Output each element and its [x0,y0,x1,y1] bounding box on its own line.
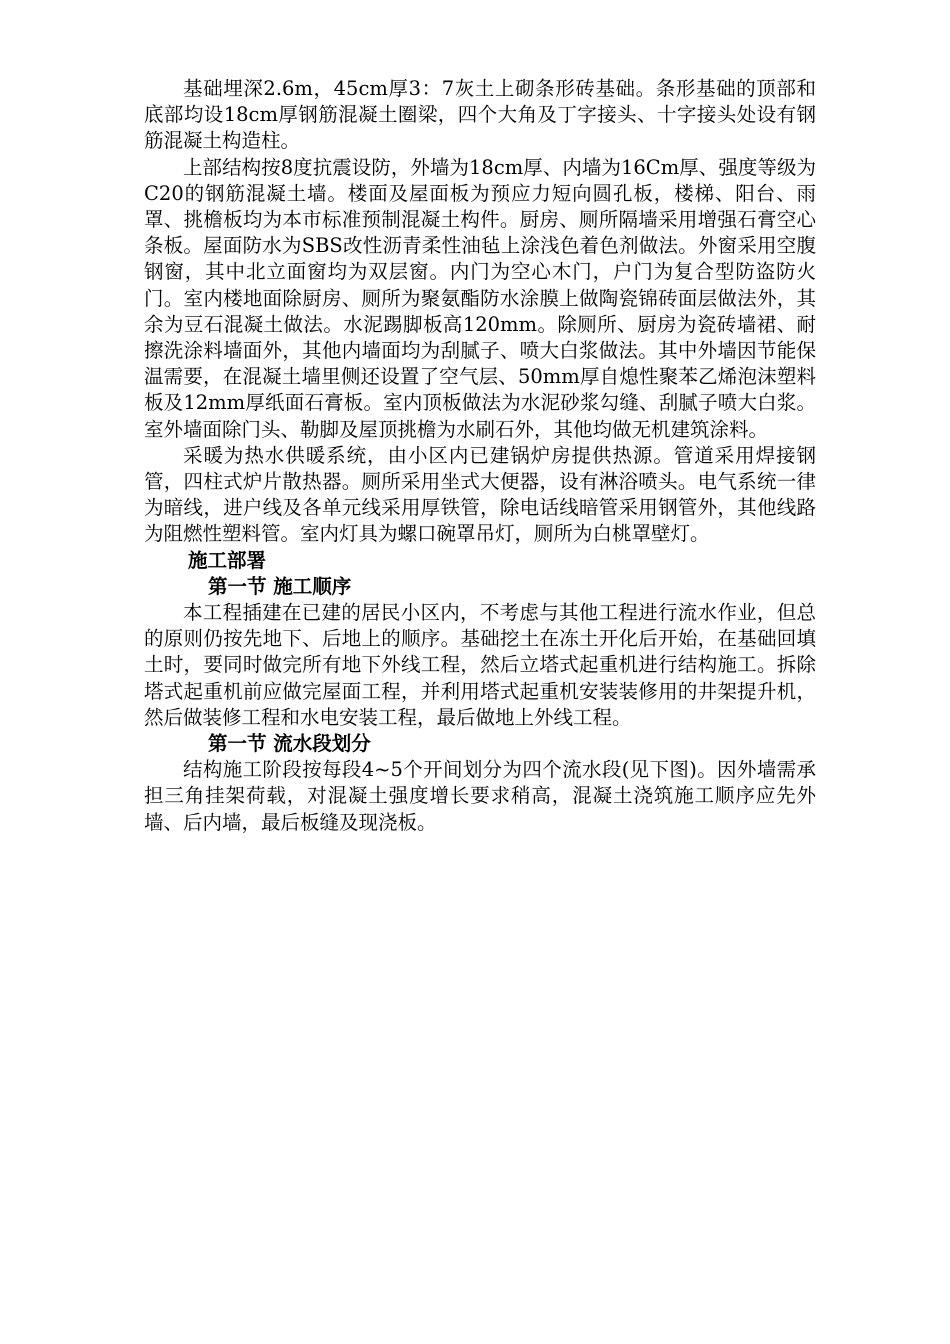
paragraph-heating-electrical: 采暖为热水供暖系统，由小区内已建锅炉房提供热源。管道采用焊接钢管，四柱式炉片散热器。厕所采用坐式大便器，设有淋浴喷头。电气系统一律为暗线，进户线及各单元线采用厚铁管，除电话线暗管采用钢管外，其他线路为阻燃性塑料管。室内灯具为螺口碗罩吊灯，厕所为白桃罩壁灯。 [144,443,816,546]
paragraph-construction-sequence: 本工程插建在已建的居民小区内，不考虑与其他工程进行流水作业，但总的原则仍按先地下、后地上的顺序。基础挖土在冻土开化后开始，在基础回填土时，要同时做完所有地下外线工程，然后立塔式起重机进行结构施工。拆除塔式起重机前应做完屋面工程，并利用塔式起重机安装装修用的井架提升机，然后做装修工程和水电安装工程，最后做地上外线工程。 [144,601,816,729]
paragraph-flow-section-division: 结构施工阶段按每段4~5个开间划分为四个流水段(见下图)。因外墙需承担三角挂架荷载，对混凝土强度增长要求稍高，混凝土浇筑施工顺序应先外墙、后内墙，最后板缝及现浇板。 [144,758,816,834]
heading-construction-sequence: 第一节 施工顺序 [208,574,352,598]
paragraph-superstructure: 上部结构按8度抗震设防，外墙为18cm厚、内墙为16Cm厚、强度等级为C20的钢筋混凝土墙。楼面及屋面板为预应力短向圆孔板，楼梯、阳台、雨罩、挑檐板均为本市标准预制混凝土构件。厨房、厕所隔墙采用增强石膏空心条板。屋面防水为SBS改性沥青柔性油毡上涂浅色着色剂做法。外窗采用空腹钢窗，其中北立面窗均为双层窗。内门为空心木门，户门为复合型防盗防火门。室内楼地面除厨房、厕所为聚氨酯防水涂膜上做陶瓷锦砖面层做法外，其余为豆石混凝土做法。水泥踢脚板高120mm。除厕所、厨房为瓷砖墙裙、耐擦洗涂料墙面外，其他内墙面均为刮腻子、喷大白浆做法。其中外墙因节能保温需要，在混凝土墙里侧还设置了空气层、50mm厚自熄性聚苯乙烯泡沫塑料板及12mm厚纸面石膏板。室内顶板做法为水泥砂浆勾缝、刮腻子喷大白浆。室外墙面除门头、勒脚及屋顶挑檐为水刷石外，其他均做无机建筑涂料。 [144,155,816,441]
document-body [144,76,816,836]
paragraph-foundation: 基础埋深2.6m，45cm厚3：7灰土上砌条形砖基础。条形基础的顶部和底部均设18cm厚钢筋混凝土圈梁，四个大角及丁字接头、十字接头处设有钢筋混凝土构造柱。 [144,77,816,153]
heading-flow-section-division: 第一节 流水段划分 [208,732,371,756]
heading-construction-deployment: 施工部署 [188,548,267,572]
